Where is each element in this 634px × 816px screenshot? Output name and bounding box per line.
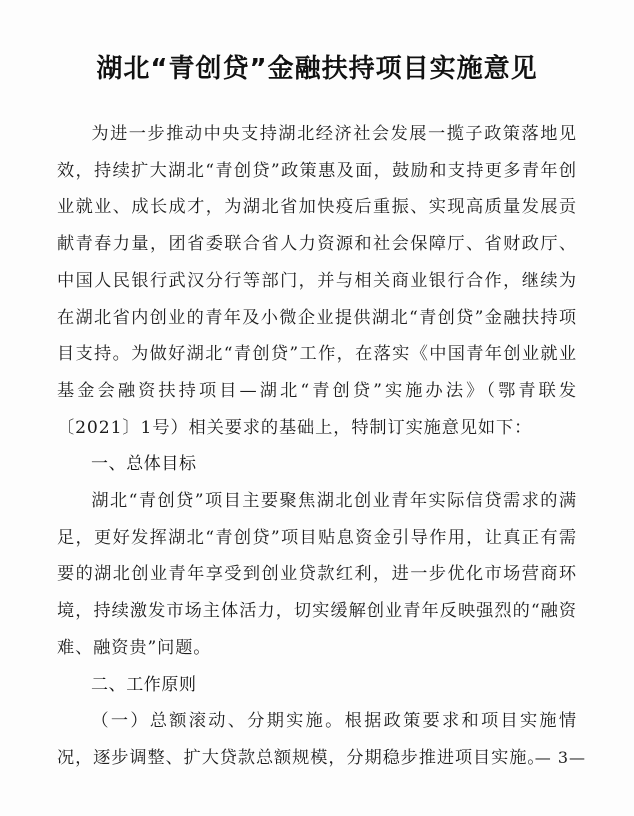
section-paragraph-overall-goal: 湖北“青创贷”项目主要聚焦湖北创业青年实际信贷需求的满足，更好发挥湖北“青创贷”项目贴息资金引导作用，让真正有需要的湖北创业青年享受到创业贷款红利，进一步优化市场营商环境，持续激发市场主体活力，切实缓解创业青年反映强烈的“融资难、融资贵”问题。: [57, 491, 577, 658]
page-number: — 3—: [534, 748, 586, 767]
intro-paragraph: 为进一步推动中央支持湖北经济社会发展一揽子政策落地见效，持续扩大湖北“青创贷”政策惠及面，鼓励和支持更多青年创业就业、成长成才，为湖北省加快疫后重振、实现高质量发展贡献青春力量，团省委联合省人力资源和社会保障厅、省财政厅、中国人民银行武汉分行等部门，并与相关商业银行合作，继续为在湖北省内创业的青年及小微企业提供湖北“青创贷”金融扶持项目支持。为做好湖北“青创贷”工作，在落实《中国青年创业就业基金会融资扶持项目—湖北“青创贷”实施办法》（鄂青联发〔2021〕1号）相关要求的基础上，特制订实施意见如下：: [57, 124, 577, 438]
document-title: 湖北“青创贷”金融扶持项目实施意见: [96, 54, 538, 84]
section-heading-overall-goal: 一、总体目标: [91, 454, 197, 475]
section-paragraph-work-principles: （一）总额滚动、分期实施。根据政策要求和项目实施情况，逐步调整、扩大贷款总额规模，分期稳步推进项目实施。: [57, 711, 577, 768]
document-body: [57, 116, 577, 777]
section-heading-work-principles: 二、工作原则: [91, 674, 197, 695]
